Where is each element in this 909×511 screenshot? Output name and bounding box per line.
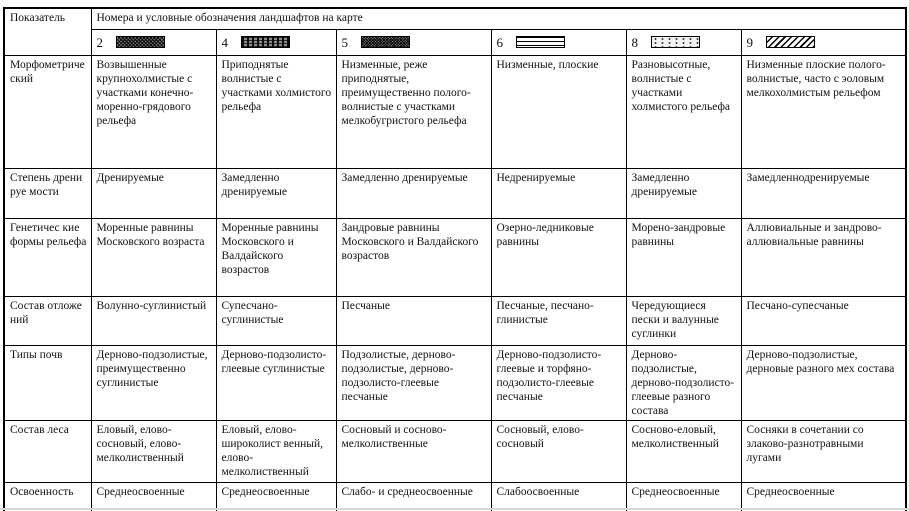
cell: Низменные, плоские xyxy=(491,56,626,169)
cell: Низменные, реже приподнятые, преимущественно полого-волнистые с участками мелкобугристого рельефа xyxy=(336,56,491,169)
column-header-2 xyxy=(91,30,216,56)
cell: Среднеосвоенные xyxy=(741,483,906,511)
cell: Морено-зандровые равнины xyxy=(626,219,741,297)
cell: Сосняки в сочетании со злаково-разнотравными лугами xyxy=(741,421,906,483)
row-label: Состав леса xyxy=(4,421,91,483)
landscape-number: 9 xyxy=(746,34,753,50)
cell: Песчаные xyxy=(336,297,491,346)
cell: Супесчано-суглинистые xyxy=(216,297,336,346)
cell: Среднеосвоенные xyxy=(626,483,741,511)
cell: Подзолистые, дерново-подзолистые, дерново-подзолисто-глеевые песчаные xyxy=(336,346,491,421)
landscape-number: 4 xyxy=(221,34,228,50)
table-row-drainage xyxy=(4,169,906,219)
landscape-pattern-swatch xyxy=(766,36,815,48)
landscape-pattern-swatch xyxy=(516,36,565,48)
cell: Замедленно дренируемые xyxy=(216,169,336,219)
cell: Чередующиеся пески и валунные суглинки xyxy=(626,297,741,346)
table-row-forest-composition xyxy=(4,421,906,483)
row-label: Освоенность xyxy=(4,483,91,511)
landscape-pattern-swatch xyxy=(116,36,165,48)
cell: Зандровые равнины Московского и Валдайского возрастов xyxy=(336,219,491,297)
row-label: Типы почв xyxy=(4,346,91,421)
landscape-pattern-swatch xyxy=(651,36,700,48)
column-header-9 xyxy=(741,30,906,56)
cell: Дренируемые xyxy=(91,169,216,219)
landscape-characteristics-table xyxy=(3,7,907,511)
cell: Приподнятые волнистые с участками холмистого рельефа xyxy=(216,56,336,169)
landscape-number: 6 xyxy=(496,34,503,50)
landscape-pattern-swatch xyxy=(241,36,290,48)
row-label: Морфометрический xyxy=(4,56,91,169)
column-header-6 xyxy=(491,30,626,56)
corner-header: Показатель xyxy=(4,8,91,56)
cell: Дерново-подзолисто-глеевые суглинистые xyxy=(216,346,336,421)
cell: Моренные равнины Московского и Валдайского возрастов xyxy=(216,219,336,297)
table-row-genetic-forms xyxy=(4,219,906,297)
table-row-development xyxy=(4,483,906,511)
table-row-deposits xyxy=(4,297,906,346)
landscape-number: 5 xyxy=(341,34,348,50)
cell: Сосновый, елово-сосновый xyxy=(491,421,626,483)
cell: Возвышенные крупнохолмистые с участками конечно-моренно-грядового рельефа xyxy=(91,56,216,169)
cell: Замедленно дренируемые xyxy=(336,169,491,219)
row-label: Степень дренируе мости xyxy=(4,169,91,219)
column-header-5 xyxy=(336,30,491,56)
cell: Озерно-ледниковые равнины xyxy=(491,219,626,297)
cell: Среднеосвоенные xyxy=(91,483,216,511)
cell: Еловый, елово-широколист венный, елово-мелколиственный xyxy=(216,421,336,483)
table-row-morphometric xyxy=(4,56,906,169)
cell: Еловый, елово-сосновый, елово-мелколиственный xyxy=(91,421,216,483)
cell: Недренируемые xyxy=(491,169,626,219)
cell: Низменные плоские полого-волнистые, часто с эоловым мелкохолмистым рельефом xyxy=(741,56,906,169)
cell: Замедленнодренируемые xyxy=(741,169,906,219)
row-label: Состав отложений xyxy=(4,297,91,346)
cell: Дерново-подзолистые, дерново-подзолисто-глеевые разного состава xyxy=(626,346,741,421)
landscape-number: 2 xyxy=(96,34,103,50)
cell: Моренные равнины Московского возраста xyxy=(91,219,216,297)
cell: Замедленно дренируемые xyxy=(626,169,741,219)
cell: Волунно-суглинистый xyxy=(91,297,216,346)
cell: Слабоосвоенные xyxy=(491,483,626,511)
cell: Песчано-супесчаные xyxy=(741,297,906,346)
cell: Слабо- и среднеосвоенные xyxy=(336,483,491,511)
cell: Дерново-подзолистые, преимущественно суглинистые xyxy=(91,346,216,421)
cell: Сосновый и сосново-мелколиственные xyxy=(336,421,491,483)
cell: Среднеосвоенные xyxy=(216,483,336,511)
cell: Аллювиальные и зандрово-аллювиальные равнины xyxy=(741,219,906,297)
landscape-pattern-swatch xyxy=(361,36,410,48)
column-header-8 xyxy=(626,30,741,56)
scan-edge-line xyxy=(0,508,909,510)
cell: Песчаные, песчано-глинистые xyxy=(491,297,626,346)
landscape-number: 8 xyxy=(631,34,638,50)
cell: Дерново-подзолистые, дерновые разного мех состава xyxy=(741,346,906,421)
column-header-4 xyxy=(216,30,336,56)
group-header: Номера и условные обозначения ландшафтов на карте xyxy=(91,8,906,30)
cell: Сосново-еловый, мелколиственный xyxy=(626,421,741,483)
table-row-soil-types xyxy=(4,346,906,421)
row-label: Генетичес кие формы рельефа xyxy=(4,219,91,297)
cell: Разновысотные, волнистые с участками холмистого рельефа xyxy=(626,56,741,169)
cell: Дерново-подзолисто-глеевые и торфяно-подзолисто-глеевые песчаные xyxy=(491,346,626,421)
